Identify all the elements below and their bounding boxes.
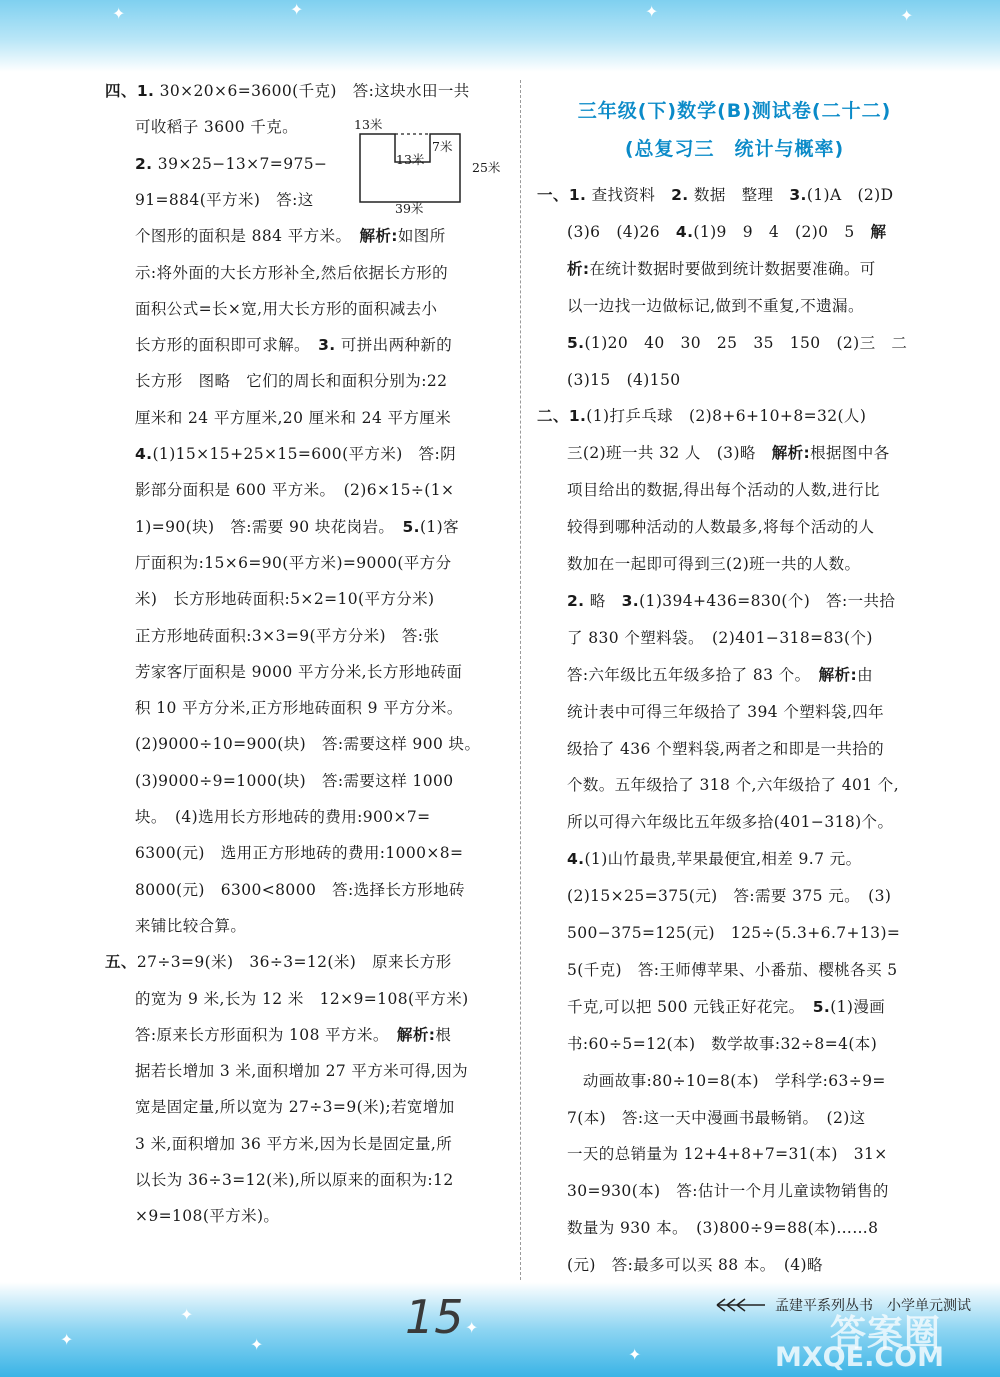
sparkle-icon: ✦ [60,1330,74,1349]
text-run: 面积公式=长×宽,用大长方形的面积减去小 [135,299,438,318]
right-text-line [537,922,900,944]
text-run: 91=884(平方米) 答:这 [135,190,314,209]
left-text-line [105,370,447,392]
left-text-line [105,334,452,356]
right-text-line [537,479,880,501]
right-text-line [537,885,891,907]
text-run: 查找资料 [586,186,672,204]
sparkle-icon: ✦ [112,4,126,23]
left-text-line [105,951,452,973]
right-text-line [537,811,893,833]
text-run: 所以可得六年级比五年级多拾(401−318)个。 [567,813,894,832]
text-run: 统计表中可得三年级拾了 394 个塑料袋,四年 [567,702,885,721]
text-run: 7(本) 答:这一天中漫画书最畅销。 (2)这 [567,1108,866,1127]
right-text-line [537,1107,866,1129]
right-text-line [537,1254,823,1276]
text-run: 块。 (4)选用长方形地砖的费用:900×7= [135,808,431,826]
text-run: 示:将外面的大长方形补全,然后依据长方形的 [135,263,449,282]
left-text-line [105,552,451,574]
section-label: 1. [136,82,155,100]
section-label: 4. [135,445,153,463]
left-text-line [105,697,463,719]
left-text-line [105,770,453,792]
right-text-line [537,1143,888,1165]
section-label: 2. [567,591,585,610]
text-run: 1)=90(块) 答:需要 90 块花岗岩。 [135,517,403,536]
text-run: (3)9000÷9=1000(块) 答:需要这样 1000 [135,771,454,790]
right-text-line [537,221,886,243]
right-text-line [537,996,885,1018]
text-run: (1)漫画 [830,997,886,1016]
composite-rectangle-figure [340,112,510,216]
left-text-line [105,988,469,1010]
test-subtitle: (总复习三 统计与概率) [624,138,845,160]
left-text-line [105,407,451,429]
left-text-line [105,842,463,864]
left-text-line [105,661,462,683]
text-run: 30=930(本) 答:估计一个月儿童读物销售的 [567,1182,889,1201]
text-run: 动画故事:80÷10=8(本) 学科学:63÷9= [567,1071,886,1090]
text-run: 个数。五年级拾了 318 个,六年级拾了 401 个, [567,776,900,795]
text-run: 厅面积为:15×6=90(平方米)=9000(平方分 [135,553,452,572]
text-run: 8000(元) 6300<8000 答:选择长方形地砖 [135,880,465,899]
text-run: 略 [584,591,622,610]
sparkle-icon: ✦ [900,6,914,25]
left-text-line [105,298,437,320]
right-text-line [537,1217,878,1239]
left-text-line [105,516,459,538]
left-text-line [105,588,435,610]
handwritten-page-number: 15 [405,1290,464,1344]
label-notch-bottom: 13米 [396,152,425,167]
text-run: (3)6 (4)26 [567,222,676,241]
text-run: 39×25−13×7=975− [152,154,328,173]
test-title: 三年级(下)数学(B)测试卷(二十二) [577,100,892,122]
left-text-line [105,80,470,102]
left-text-line [105,1024,451,1046]
section-label: 4. [567,850,585,869]
left-text-line [105,116,298,138]
left-text-line [105,262,448,284]
section-label: 1. [568,186,587,204]
text-run: 数量为 930 本。 (3)800÷9=88(本)……8 [567,1219,879,1238]
text-run: 了 830 个塑料袋。 (2)401−318=83(个) [567,628,873,647]
sparkle-icon: ✦ [628,1345,642,1364]
text-run: (1)山竹最贵,苹果最便宜,相差 9.7 元。 [584,850,862,869]
right-text-line [537,258,876,280]
text-run: 书:60÷5=12(本) 数学故事:32÷8=4(本) [567,1034,878,1053]
right-text-line [537,295,864,317]
text-run: 来铺比较合算。 [135,916,247,935]
text-run: 30×20×6=3600(千克) 答:这块水田一共 [154,82,470,100]
right-text-line [537,627,873,649]
text-run: (1)15×15+25×15=600(平方米) 答:阴 [152,445,456,463]
right-text-line [537,405,866,427]
text-run: (1)9 9 4 (2)0 5 [693,222,871,241]
text-run: (1)A (2)D [806,186,894,204]
text-run: 以长为 36÷3=12(米),所以原来的面积为:12 [135,1171,454,1189]
text-run: (2)15×25=375(元) 答:需要 375 元。 (3) [567,887,892,906]
text-run: (1)打乒乓球 (2)8+6+10+8=32(人) [586,407,867,426]
label-notch-side: 7米 [432,139,453,154]
left-text-line [105,1205,279,1227]
right-text-line [537,1180,889,1202]
text-run: 芳家客厅面积是 9000 平方分米,长方形地砖面 [135,662,463,681]
section-label: 5. [402,517,420,536]
text-run: (1)客 [419,517,460,536]
text-run: 影部分面积是 600 平方米。 (2)6×15÷(1× [135,481,455,500]
text-run: 较得到哪种活动的人数最多,将每个活动的人 [567,518,875,537]
text-run: 答:原来长方形面积为 108 平方米。 [135,1025,397,1044]
arrow-icon [715,1298,767,1312]
left-text-line [105,189,340,211]
watermark-brand: 答案圈 [830,1313,942,1354]
right-text-line [537,738,884,760]
text-run: (1)394+436=830(个) 答:一共拾 [639,591,896,610]
text-run: 据若长增加 3 米,面积增加 27 平方米可得,因为 [135,1062,469,1081]
right-text-line [537,553,860,575]
sparkle-icon: ✦ [290,0,304,19]
section-label: 解析: [359,227,398,246]
section-label: 2. [671,186,689,204]
left-text-line [105,1060,468,1082]
right-text-line [537,590,895,612]
left-text-line [105,1169,454,1191]
left-text-line [105,806,431,828]
left-text-line [105,915,246,937]
section-label: 3. [621,591,640,610]
text-run: 数据 整理 [688,186,790,204]
text-run: 根 [435,1025,452,1044]
left-text-line [105,733,480,755]
text-run: 一天的总销量为 12+4+8+7=31(本) 31× [567,1145,888,1164]
left-text-line [105,879,465,901]
section-label: 3. [318,336,336,355]
text-run: 的宽为 9 米,长为 12 米 12×9=108(平方米) [135,989,469,1008]
text-run: 宽是固定量,所以宽为 27÷3=9(米);若宽增加 [135,1098,455,1117]
section-label: 二、 [537,407,569,426]
section-label: 解析: [818,665,858,684]
text-run: 5(千克) 答:王师傅苹果、小番茄、樱桃各买 5 [567,960,898,979]
text-run: 可拼出两种新的 [335,336,453,355]
text-run: 3 米,面积增加 36 平方米,因为长是固定量,所 [135,1134,453,1153]
sparkle-icon: ✦ [180,1305,194,1324]
section-label: 2. [135,154,153,173]
text-run: (1)20 40 30 25 35 150 (2)三 二 [584,333,908,352]
text-run: 500−375=125(元) 125÷(5.3+6.7+13)= [567,924,901,942]
text-run: 级拾了 436 个塑料袋,两者之和即是一共拾的 [567,739,885,758]
text-run: 三(2)班一共 32 人 (3)略 [567,444,772,463]
left-text-line [105,443,456,465]
text-run: (元) 答:最多可以买 88 本。 (4)略 [567,1256,823,1275]
text-run: 长方形 图略 它们的周长和面积分别为:22 [135,372,448,391]
left-text-line [105,1096,455,1118]
section-label: 一、 [537,186,569,204]
text-run: 千克,可以把 500 元钱正好花完。 [567,997,813,1016]
top-decor-band [0,0,1000,72]
column-divider [520,80,521,1280]
right-text-line [537,1033,877,1055]
section-label: 5. [567,333,585,352]
text-run: 27÷3=9(米) 36÷3=12(米) 原来长方形 [136,953,452,972]
text-run: 项目给出的数据,得出每个活动的人数,进行比 [567,481,880,500]
text-run: 数加在一起即可得到三(2)班一共的人数。 [567,555,861,573]
text-run: 积 10 平方分米,正方形地砖面积 9 平方分米。 [135,699,463,718]
text-run: 正方形地砖面积:3×3=9(平方分米) 答:张 [135,626,440,645]
section-label: 4. [675,222,694,241]
label-top-left: 13米 [354,117,383,132]
right-text-line [537,184,893,206]
watermark-url: MXQE.COM [775,1342,944,1373]
right-text-line [537,1070,886,1092]
section-label: 3. [789,186,807,204]
text-run: 根据图中各 [810,444,890,463]
left-text-line [105,1133,452,1155]
text-run: 可收稻子 3600 千克。 [135,118,299,137]
text-run: 长方形的面积即可求解。 [135,336,319,355]
text-run: (2)9000÷10=900(块) 答:需要这样 900 块。 [135,735,481,754]
left-text-line [105,225,446,247]
left-text-line [105,153,340,175]
section-label: 析: [567,259,590,278]
text-run: (3)15 (4)150 [567,370,681,389]
text-run: 如图所 [397,227,446,246]
right-text-line [537,701,884,723]
right-text-line [537,774,899,796]
sparkle-icon: ✦ [250,1335,264,1354]
text-run: 答:六年级比五年级多拾了 83 个。 [567,665,819,684]
right-text-line [537,664,873,686]
right-text-line [537,848,862,870]
sparkle-icon: ✦ [645,2,659,21]
right-text-line [537,442,890,464]
text-run: 个图形的面积是 884 平方米。 [135,227,360,246]
section-label: 四、 [105,82,137,100]
section-label: 解 [870,222,887,241]
section-label: 解析: [396,1025,436,1044]
right-text-line [537,959,898,981]
text-run: 在统计数据时要做到统计数据要准确。可 [589,259,876,278]
left-text-line [105,625,439,647]
right-text-line [537,516,874,538]
section-label: 5. [812,997,831,1016]
text-run: 米) 长方形地砖面积:5×2=10(平方分米) [135,590,435,609]
section-label: 解析: [771,444,811,463]
right-text-line [537,369,681,391]
section-label: 五、 [105,953,137,972]
label-bottom: 39米 [395,201,424,216]
sparkle-icon: ✦ [465,1318,479,1337]
section-label: 1. [568,407,587,426]
text-run: 厘米和 24 平方厘米,20 厘米和 24 平方厘米 [135,408,452,427]
text-run: 6300(元) 选用正方形地砖的费用:1000×8= [135,844,464,863]
footer-text: 孟建平系列丛书 小学单元测试 [775,1298,971,1314]
left-text-line [105,479,454,501]
text-run: ×9=108(平方米)。 [135,1207,280,1226]
right-text-line [537,332,907,354]
text-run: 以一边找一边做标记,做到不重复,不遗漏。 [567,296,864,315]
text-run: 由 [857,665,873,684]
label-right: 25米 [472,160,501,175]
